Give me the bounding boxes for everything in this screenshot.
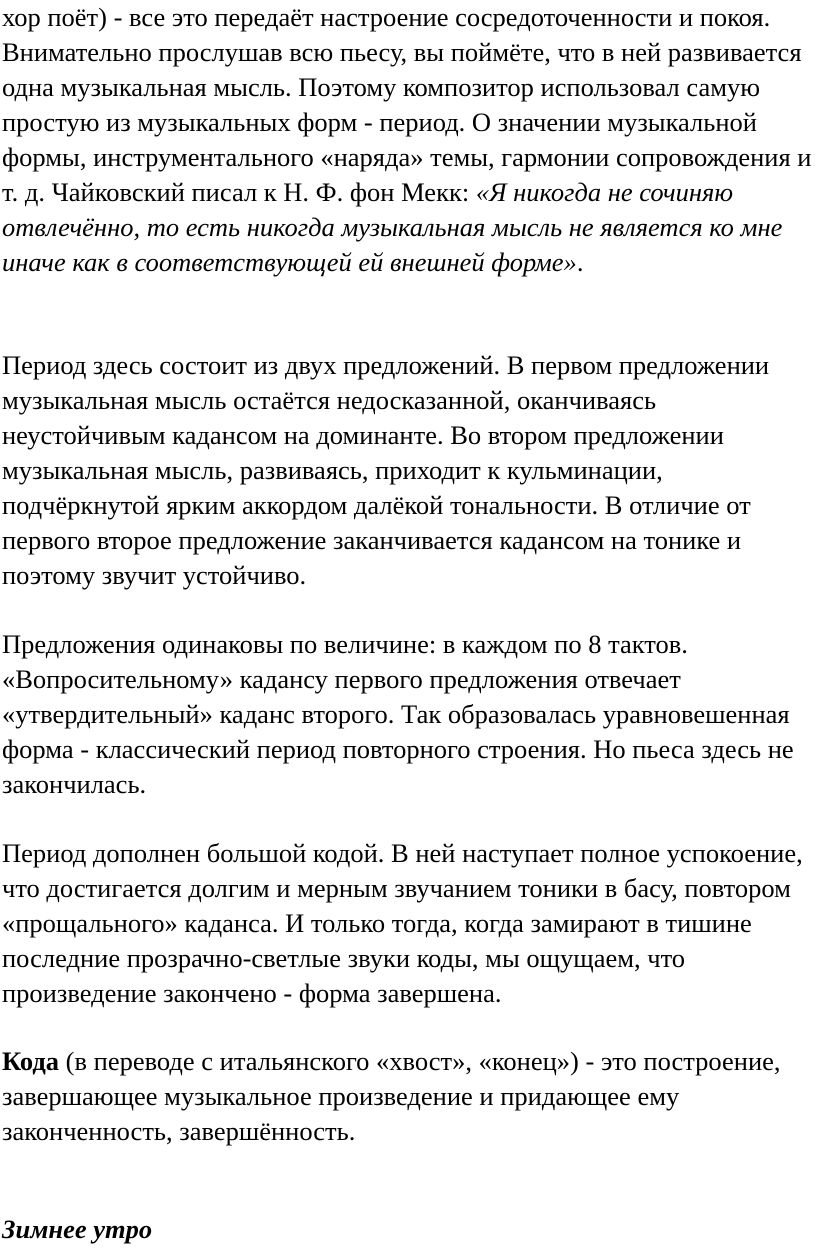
coda-definition: (в переводе с итальянского «хвост», «конец») - это построение, завершающее музыкальное произведение и придающее ему законченность, завершённость. — [2, 1046, 781, 1146]
paragraph-equal-sentences: Предложения одинаковы по величине: в каждом по 8 тактов. «Вопросительному» кадансу первого предложения отвечает «утвердительный» каданс второго. Так образовалась уравновешенная форма - классический период повторного строения. Но пьеса здесь не закончилась. — [2, 629, 794, 799]
paragraph-end: . — [576, 247, 584, 277]
paragraph-coda-definition — [2, 1044, 814, 1149]
coda-term: Кода — [2, 1046, 60, 1076]
section-heading: Зимнее утро — [2, 1214, 153, 1244]
paragraph-text: хор поёт) - все это передаёт настроение сосредоточенности и покоя. Внимательно прослушав всю пьесу, вы поймёте, что в ней развивается одна музыкальная мысль. Поэтому композитор использовал самую простую из музыкальных форм - период. О значении музыкальной формы, инструментального «наряда» темы, гармонии сопровождения и т. д. Чайковский писал к Н. Ф. фон Мекк: — [2, 2, 812, 207]
paragraph-period-intro — [2, 0, 814, 280]
paragraph-coda: Период дополнен большой кодой. В ней наступает полное успокоение, что достигается долгим и мерным звучанием тоники в басу, повтором «прощального» каданса. И только тогда, когда замирают в тишине последние прозрачно-светлые звуки коды, мы ощущаем, что произведение закончено - форма завершена. — [2, 838, 803, 1008]
tchaikovsky-quote: «Я никогда не сочиняю отвлечённо, то есть никогда музыкальная мысль не является ко мне иначе как в соответствующей ей внешней форме» — [2, 177, 783, 277]
paragraph-two-sentences: Период здесь состоит из двух предложений. В первом предложении музыкальная мысль остаётся недосказанной, оканчиваясь неустойчивым кадансом на доминанте. Во втором предложении музыкальная мысль, развиваясь, приходит к кульминации, подчёркнутой ярким аккордом далёкой тональности. В отличие от первого второе предложение заканчивается кадансом на тонике и поэтому звучит устойчиво. — [2, 350, 770, 590]
